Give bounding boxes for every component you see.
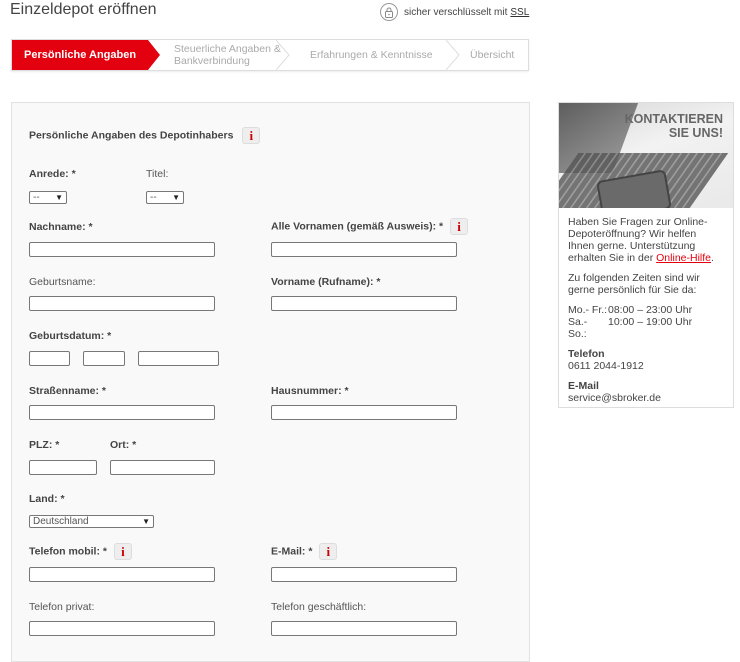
telefon-geschaeftlich-input[interactable] <box>271 621 457 636</box>
plz-input[interactable] <box>29 460 97 475</box>
contact-hero-image <box>559 103 733 208</box>
titel-label: Titel: <box>146 168 169 180</box>
nachname-input[interactable] <box>29 242 215 257</box>
info-icon[interactable]: i <box>319 543 337 560</box>
alle-vornamen-label: Alle Vornamen (gemäß Ausweis): * i <box>271 218 468 235</box>
hausnummer-input[interactable] <box>271 405 457 420</box>
step-label: Erfahrungen & Kenntnisse <box>310 49 433 61</box>
step-label: Persönliche Angaben <box>24 49 137 61</box>
email-info: E-Mail service@sbroker.de <box>568 380 661 404</box>
geburtsname-input[interactable] <box>29 296 215 311</box>
step-label: Steuerliche Angaben & Bankverbindung <box>174 43 281 67</box>
strassenname-input[interactable] <box>29 405 215 420</box>
anrede-label: Anrede: * <box>29 168 76 180</box>
step-persoenliche-angaben <box>12 40 148 70</box>
ssl-notice <box>380 3 529 21</box>
opening-hours: Mo.- Fr.: 08:00 – 23:00 Uhr Sa.- So.: 10:00 – 19:00 Uhr <box>568 304 693 340</box>
chevron-down-icon: ▼ <box>172 193 180 202</box>
personal-data-form <box>11 102 530 662</box>
page-title: Einzeldepot eröffnen <box>10 1 157 18</box>
email-input[interactable] <box>271 567 457 582</box>
step-steuerliche-angaben <box>148 40 288 70</box>
vorname-label: Vorname (Rufname): * <box>271 276 381 288</box>
strassenname-label: Straßenname: * <box>29 385 107 397</box>
plz-label: PLZ: * <box>29 439 60 451</box>
lock-icon <box>380 3 398 21</box>
hours-intro: Zu folgenden Zeiten sind wir gerne persönlich für Sie da: <box>568 272 700 296</box>
telefon-mobil-input[interactable] <box>29 567 215 582</box>
step-label: Übersicht <box>470 49 515 61</box>
section-title: Persönliche Angaben des Depotinhabers i <box>29 127 260 144</box>
contact-intro: Haben Sie Fragen zur Online-Depoteröffnung? Wir helfen Ihnen gerne. Unterstützung erhalten Sie in der Online-Hilfe. <box>568 216 714 264</box>
info-icon[interactable]: i <box>242 127 260 144</box>
contact-text <box>559 208 733 404</box>
hausnummer-label: Hausnummer: * <box>271 385 349 397</box>
chevron-down-icon: ▼ <box>55 193 63 202</box>
vorname-input[interactable] <box>271 296 457 311</box>
email-label: E-Mail: * i <box>271 543 337 560</box>
ort-label: Ort: * <box>110 439 137 451</box>
ssl-link[interactable]: SSL <box>510 6 530 18</box>
telefon-geschaeftlich-label: Telefon geschäftlich: <box>271 601 367 613</box>
ort-input[interactable] <box>110 460 215 475</box>
geburtsdatum-month-input[interactable] <box>83 351 125 366</box>
nachname-label: Nachname: * <box>29 221 93 233</box>
contact-box <box>558 102 734 408</box>
phone-info: Telefon 0611 2044-1912 <box>568 348 644 372</box>
chevron-down-icon: ▼ <box>142 517 150 526</box>
alle-vornamen-input[interactable] <box>271 242 457 257</box>
geburtsdatum-day-input[interactable] <box>29 351 70 366</box>
step-uebersicht <box>458 40 528 70</box>
contact-headline: KONTAKTIEREN SIE UNS! <box>624 112 723 140</box>
geburtsname-label: Geburtsname: <box>29 276 96 288</box>
ssl-text: sicher verschlüsselt mit <box>404 6 508 18</box>
titel-select[interactable]: -- ▼ <box>146 191 184 204</box>
progress-steps <box>11 39 529 71</box>
anrede-select[interactable]: -- ▼ <box>29 191 67 204</box>
geburtsdatum-label: Geburtsdatum: * <box>29 330 112 342</box>
telefon-mobil-label: Telefon mobil: * i <box>29 543 132 560</box>
step-erfahrungen <box>288 40 458 70</box>
telefon-privat-label: Telefon privat: <box>29 601 95 613</box>
land-label: Land: * <box>29 493 65 505</box>
land-select[interactable]: Deutschland ▼ <box>29 515 154 528</box>
info-icon[interactable]: i <box>114 543 132 560</box>
geburtsdatum-year-input[interactable] <box>138 351 219 366</box>
online-help-link[interactable]: Online-Hilfe <box>656 252 711 264</box>
info-icon[interactable]: i <box>450 218 468 235</box>
telefon-privat-input[interactable] <box>29 621 215 636</box>
